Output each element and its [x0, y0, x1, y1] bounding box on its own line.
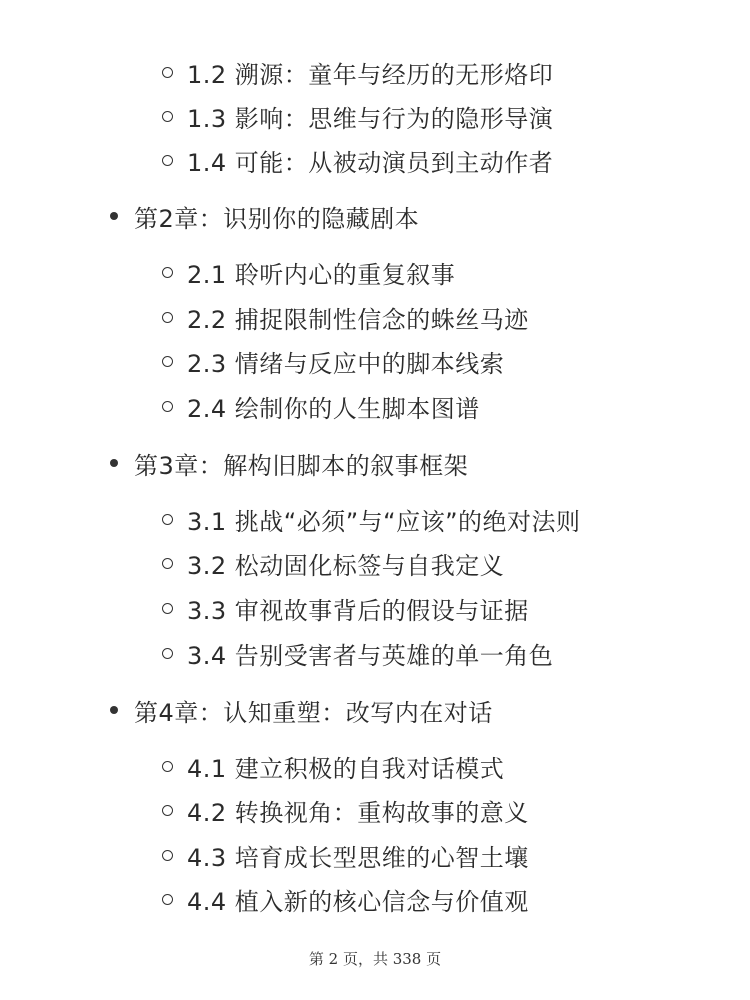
toc-chapter-text: 第4章：认知重塑：改写内在对话	[134, 698, 493, 727]
toc-subitem	[162, 57, 553, 87]
hollow-bullet-icon	[162, 111, 173, 122]
toc-subitem	[162, 101, 553, 131]
toc-subitem	[162, 840, 529, 870]
toc-subitem-text: 3.4 告别受害者与英雄的单一角色	[187, 641, 554, 670]
hollow-bullet-icon	[162, 401, 173, 412]
hollow-bullet-icon	[162, 761, 173, 772]
filled-bullet-icon	[110, 459, 118, 467]
toc-subitem-text: 4.3 培育成长型思维的心智土壤	[187, 843, 529, 872]
toc-subitem	[162, 751, 504, 781]
page-number-footer: 第 2 页，共 338 页	[308, 950, 442, 968]
toc-subitem	[162, 391, 480, 421]
toc-chapter-text: 第2章：识别你的隐藏剧本	[134, 204, 420, 233]
filled-bullet-icon	[110, 706, 118, 714]
toc-subitem-text: 3.2 松动固化标签与自我定义	[187, 551, 505, 580]
hollow-bullet-icon	[162, 805, 173, 816]
hollow-bullet-icon	[162, 514, 173, 525]
toc-subitem-text: 4.2 转换视角：重构故事的意义	[187, 798, 529, 827]
toc-subitem	[162, 145, 553, 175]
filled-bullet-icon	[110, 212, 118, 220]
toc-subitem-text: 2.2 捕捉限制性信念的蛛丝马迹	[187, 305, 529, 334]
toc-subitem	[162, 302, 529, 332]
hollow-bullet-icon	[162, 356, 173, 367]
toc-subitem-text: 1.2 溯源：童年与经历的无形烙印	[187, 60, 554, 89]
toc-subitem-text: 2.3 情绪与反应中的脚本线索	[187, 349, 505, 378]
toc-subitem	[162, 884, 529, 914]
toc-chapter-text: 第3章：解构旧脚本的叙事框架	[134, 451, 469, 480]
hollow-bullet-icon	[162, 67, 173, 78]
toc-subitem	[162, 346, 504, 376]
toc-chapter	[110, 694, 493, 726]
toc-subitem-text: 2.1 聆听内心的重复叙事	[187, 260, 456, 289]
toc-subitem	[162, 548, 504, 578]
toc-subitem	[162, 257, 455, 287]
hollow-bullet-icon	[162, 603, 173, 614]
toc-chapter	[110, 200, 419, 232]
hollow-bullet-icon	[162, 267, 173, 278]
toc-subitem	[162, 638, 553, 668]
hollow-bullet-icon	[162, 312, 173, 323]
toc-subitem	[162, 593, 529, 623]
toc-subitem-text: 3.3 审视故事背后的假设与证据	[187, 596, 529, 625]
toc-subitem-text: 3.1 挑战“必须”与“应该”的绝对法则	[187, 507, 581, 536]
toc-subitem-text: 4.4 植入新的核心信念与价值观	[187, 887, 529, 916]
hollow-bullet-icon	[162, 850, 173, 861]
toc-subitem-text: 1.4 可能：从被动演员到主动作者	[187, 148, 554, 177]
toc-chapter	[110, 447, 468, 479]
hollow-bullet-icon	[162, 155, 173, 166]
toc-subitem	[162, 504, 581, 534]
toc-subitem-text: 1.3 影响：思维与行为的隐形导演	[187, 104, 554, 133]
toc-subitem-text: 2.4 绘制你的人生脚本图谱	[187, 394, 480, 423]
hollow-bullet-icon	[162, 894, 173, 905]
toc-subitem	[162, 795, 529, 825]
hollow-bullet-icon	[162, 648, 173, 659]
hollow-bullet-icon	[162, 558, 173, 569]
toc-subitem-text: 4.1 建立积极的自我对话模式	[187, 754, 505, 783]
